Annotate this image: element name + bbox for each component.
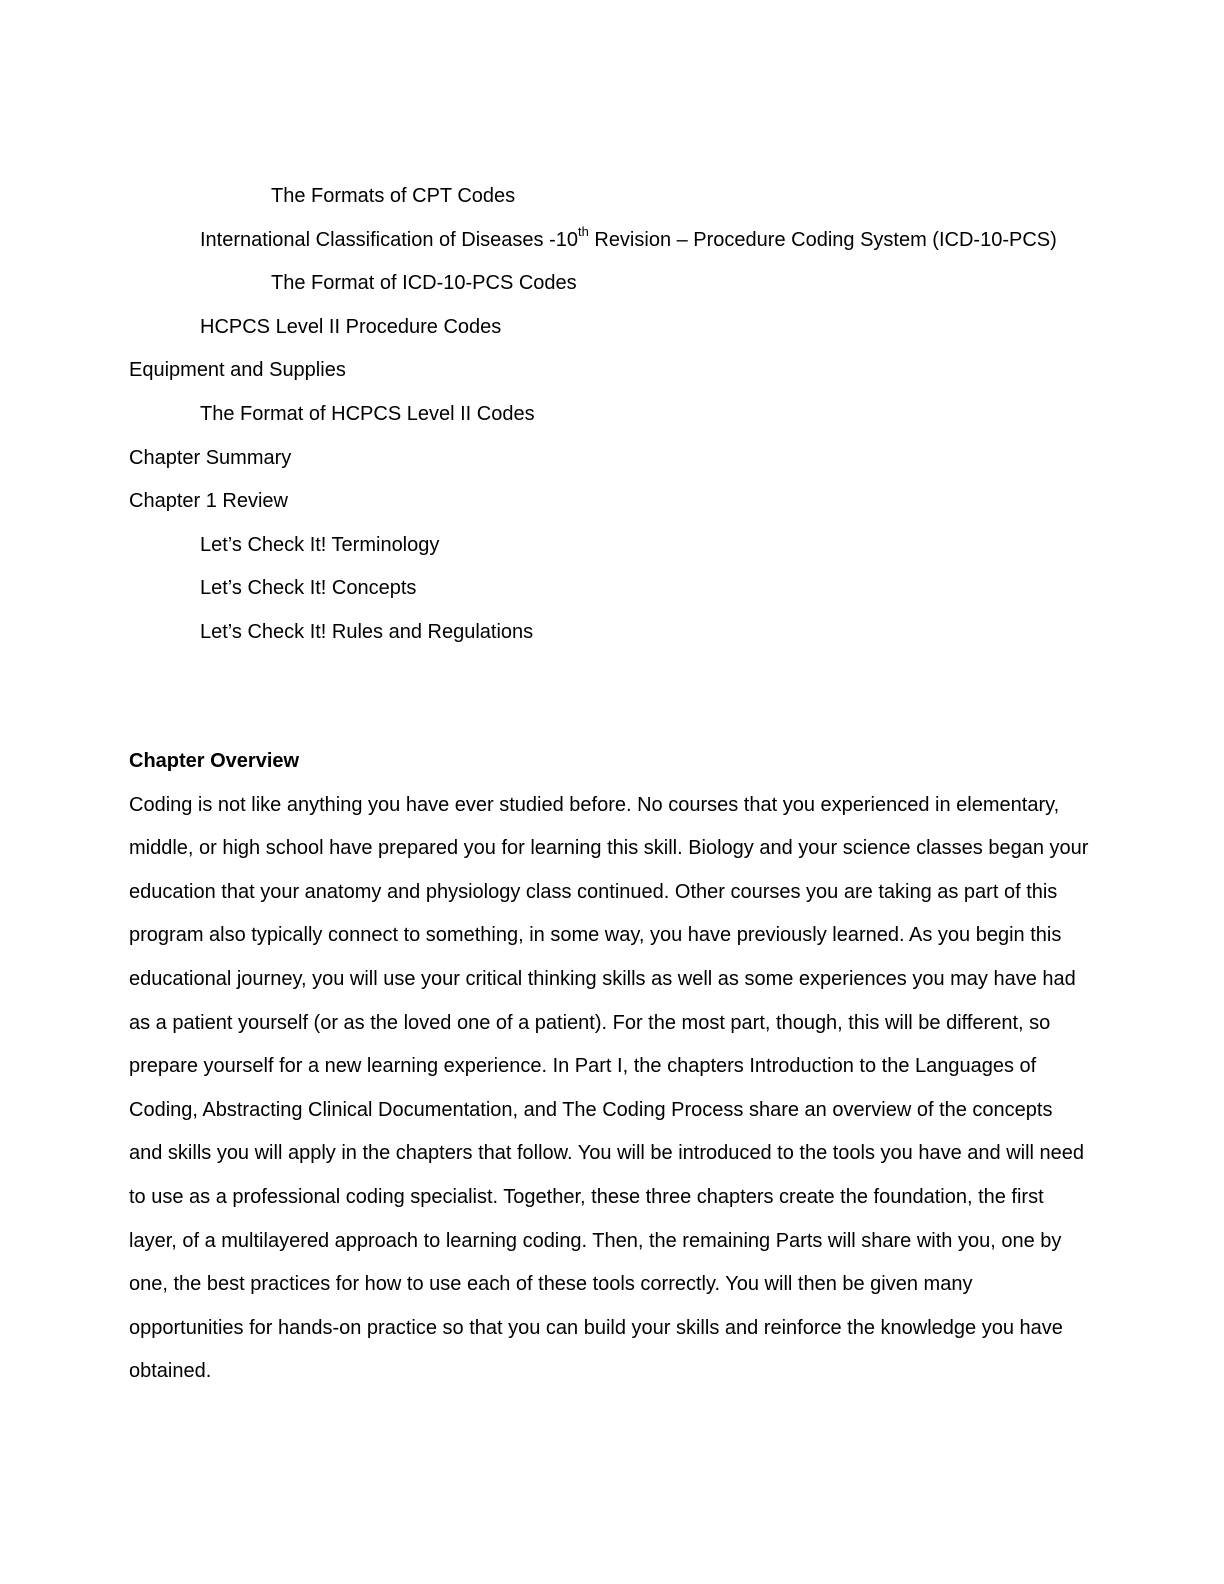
table-of-contents — [129, 175, 1089, 655]
chapter-overview-section — [129, 740, 1089, 1394]
toc-item-equipment: Equipment and Supplies — [129, 359, 346, 382]
toc-icd-text: International Classification of Diseases -10 — [200, 228, 578, 251]
toc-item-summary: Chapter Summary — [129, 446, 292, 469]
toc-icd-text-rest: Revision – Procedure Coding System (ICD-10-PCS) — [588, 228, 1057, 251]
toc-item-check-rules: Let’s Check It! Rules and Regulations — [200, 620, 534, 643]
section-heading: Chapter Overview — [129, 750, 300, 772]
toc-item-check-concepts: Let’s Check It! Concepts — [200, 577, 417, 600]
toc-item-check-terminology: Let’s Check It! Terminology — [200, 533, 440, 556]
toc-item-format-icd: The Format of ICD-10-PCS Codes — [271, 272, 577, 295]
toc-item-format-hcpcs: The Format of HCPCS Level II Codes — [200, 402, 535, 425]
toc-item-hcpcs: HCPCS Level II Procedure Codes — [200, 315, 502, 338]
toc-icd-superscript: th — [577, 223, 589, 239]
overview-paragraph: Coding is not like anything you have ever studied before. No courses that you experienced in elementary, middle, or high school have prepared you for learning this skill. Biology and your science classes began your education that your anatomy and physiology class continued. Other courses you are taking as part of this program also typically connect to something, in some way, you have previously learned. As you begin this educational journey, you will use your critical thinking skills as well as some experiences you may have had as a patient yourself (or as the loved one of a patient). For the most part, though, this will be different, so prepare yourself for a new learning experience. In Part I, the chapters Introduction to the Languages of Coding, Abstracting Clinical Documentation, and The Coding Process share an overview of the concepts and skills you will apply in the chapters that follow. You will be introduced to the tools you have and will need to use as a professional coding specialist. Together, these three chapters create the foundation, the first layer, of a multilayered approach to learning coding. Then, the remaining Parts will share with you, one by one, the best practices for how to use each of these tools correctly. You will then be given many opportunities for hands-on practice so that you can build your skills and reinforce the knowledge you have obtained. — [129, 793, 1089, 1383]
toc-item-review: Chapter 1 Review — [129, 490, 288, 513]
toc-item-formats-cpt: The Formats of CPT Codes — [271, 185, 516, 207]
toc-item-icd-10-pcs — [129, 219, 1089, 263]
